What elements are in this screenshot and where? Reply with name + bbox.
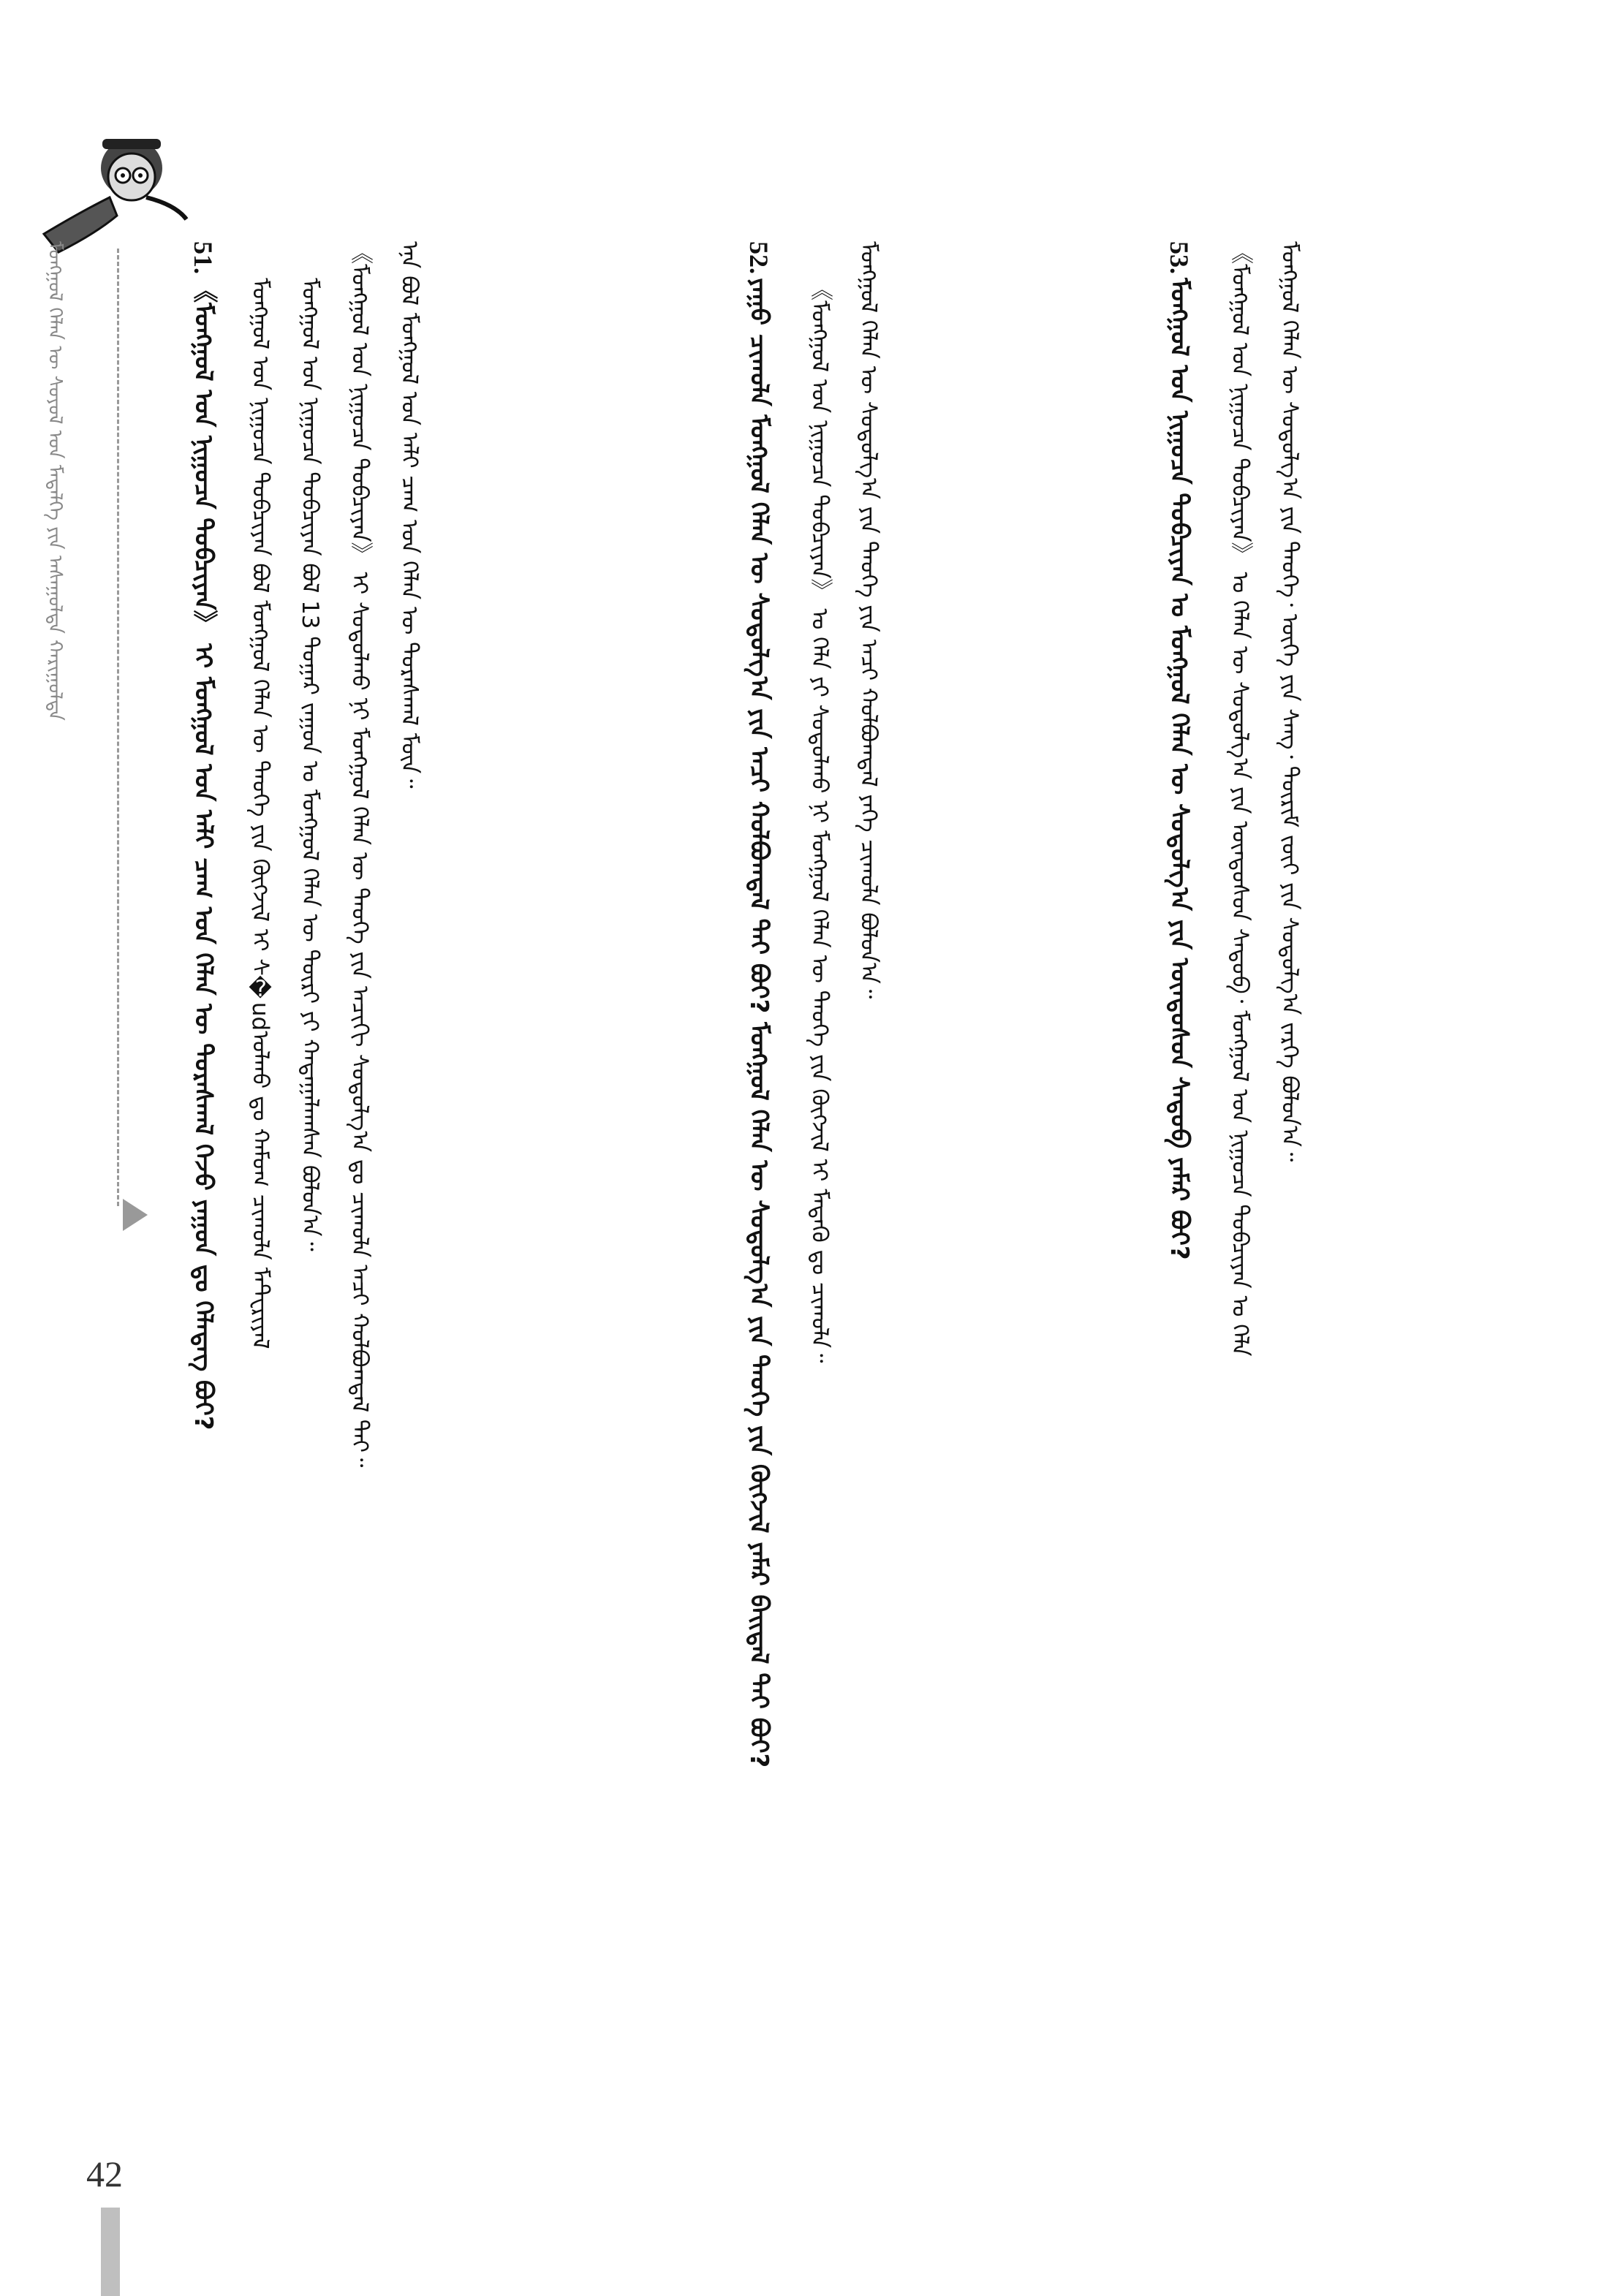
answer-53-line-1: 《ᠮᠣᠩᠭᠣᠯ ᠤᠨ ᠨᠢᠭᠤᠴᠠ ᠲᠣᠪᠴᠢᠶᠠᠨ》 ᠤ ᠬᠡᠯᠡᠨ ᠦ ᠰᠤᠳᠤᠯᠭ᠎ᠠ ᠶᠢᠨ ᠦᠨᠳᠦᠰᠦᠨ ᠰᠡᠳᠦᠪ᠂ ᠮᠣᠩᠭᠣᠯ ᠤᠨ ᠨᠢᠭᠤᠴᠠ ᠲᠣᠪᠴᠢᠶᠠᠨ ᠤ ᠬᠡᠯᠡ	[1227, 241, 1253, 1357]
triangle-marker-icon	[123, 1199, 148, 1231]
question-51	[190, 241, 216, 2171]
question-52	[746, 241, 772, 2171]
question-text: 《ᠮᠣᠩᠭᠣᠯ ᠤᠨ ᠨᠢᠭᠤᠴᠠ ᠲᠣᠪᠴᠢᠶᠠᠨ》 ᠢ ᠮᠣᠩᠭᠣᠯ ᠤᠨ ᠠᠯᠢ ᠴᠠᠭ ᠤᠨ ᠬᠡᠯᠡᠨ ᠦ ᠳᠤᠷᠠᠰᠬᠠᠯ ᠭᠡᠵᠦ ᠶᠠᠭᠤᠨ ᠳᠤ ᠬᠡᠯᠡᠳᠡᠭ ᠪᠤᠢ?	[189, 278, 218, 1431]
question-text: ᠮᠣᠩᠭᠣᠯ ᠤᠨ ᠨᠢᠭᠤᠴᠠ ᠲᠣᠪᠴᠢᠶᠠᠨ ᠤ ᠮᠣᠩᠭᠣᠯ ᠬᠡᠯᠡᠨ ᠦ ᠰᠤᠳᠤᠯᠭ᠎ᠠ ᠶᠢᠨ ᠦᠨᠳᠦᠰᠦᠨ ᠰᠡᠳᠦᠪ ᠶᠠᠮᠠᠷ ᠪᠤᠢ?	[1165, 278, 1194, 1260]
page-edge-tab	[101, 2208, 120, 2296]
answer-51-line-4: ᠡᠨᠡ ᠪᠣᠯ ᠮᠣᠩᠭᠣᠯ ᠤᠨ ᠠᠯᠢ ᠴᠠᠭ ᠤᠨ ᠬᠡᠯᠡᠨ ᠦ ᠳᠤᠷᠠᠰᠬᠠᠯ ᠮᠥᠨ᠃	[396, 241, 423, 789]
answer-52-line-2: ᠮᠣᠩᠭᠣᠯ ᠬᠡᠯᠡᠨ ᠦ ᠰᠤᠳᠤᠯᠭ᠎ᠠ ᠶᠢᠨ ᠲᠡᠦᠬᠡ ᠶᠢᠨ ᠠᠴᠢ ᠬᠣᠯᠪᠣᠭᠳᠠᠯ ᠶᠡᠬᠡ ᠴᠢᠬᠤᠯᠠ ᠪᠣᠯᠤᠨ᠎ᠠ᠃	[855, 241, 882, 999]
answer-52-line-1: 《ᠮᠣᠩᠭᠣᠯ ᠤᠨ ᠨᠢᠭᠤᠴᠠ ᠲᠣᠪᠴᠢᠶᠠᠨ》 ᠤ ᠬᠡᠯᠡ ᠶᠢ ᠰᠤᠳᠤᠯᠬᠤ ᠨᠢ ᠮᠣᠩᠭᠣᠯ ᠬᠡᠯᠡᠨ ᠦ ᠲᠡᠦᠬᠡ ᠶᠢᠨ ᠬᠦᠭᠵᠢᠯ ᠢ ᠮᠡᠳᠡᠬᠦ ᠳᠤ ᠴᠢᠬᠤᠯᠠ᠃	[806, 278, 833, 1363]
question-text: ᠶᠠᠭᠤ ᠴᠢᠬᠤᠯᠠ ᠮᠣᠩᠭᠣᠯ ᠬᠡᠯᠡᠨ ᠦ ᠰᠤᠳᠤᠯᠭ᠎ᠠ ᠶᠢᠨ ᠠᠴᠢ ᠬᠣᠯᠪᠣᠭᠳᠠᠯ ᠲᠠᠢ ᠪᠤᠢ? ᠮᠣᠩᠭᠣᠯ ᠬᠡᠯᠡᠨ ᠦ ᠰᠤᠳᠤᠯᠭ᠎ᠠ ᠶᠢᠨ ᠲᠡᠦᠬᠡ ᠶᠢᠨ ᠬᠦᠭᠵᠢᠯ ᠶᠠᠮᠠᠷ ᠪᠠᠢᠳᠠᠯ ᠲᠠᠢ ᠪᠤᠢ?	[744, 278, 773, 1768]
question-number: 53.	[1165, 241, 1194, 274]
running-head: ᠮᠣᠩᠭᠣᠯ ᠬᠡᠯᠡᠨ ᠦ ᠰᠣᠶᠣᠯ ᠤᠨ ᠮᠡᠳᠡᠯᠭᠡ ᠶᠢᠨ ᠠᠰᠠᠭᠤᠯᠲᠠ ᠬᠠᠷᠢᠭᠤᠯᠲᠠ	[44, 241, 66, 721]
question-number: 51.	[189, 241, 218, 274]
question-53	[1166, 241, 1192, 2171]
answer-51-line-3: 《ᠮᠣᠩᠭᠣᠯ ᠤᠨ ᠨᠢᠭᠤᠴᠠ ᠲᠣᠪᠴᠢᠶᠠᠨ》 ᠢ ᠰᠤᠳᠤᠯᠬᠤ ᠨᠢ ᠮᠣᠩᠭᠣᠯ ᠬᠡᠯᠡᠨ ᠦ ᠲᠡᠦᠬᠡ ᠶᠢᠨ ᠠᠴᠢᠬᠢ ᠰᠤᠳᠤᠯᠭ᠎ᠠ ᠳᠤ ᠴᠢᠬᠤᠯᠠ ᠠᠴᠢ ᠬᠣᠯᠪᠣᠭᠳᠠᠯ ᠲᠠᠢ᠃	[347, 241, 373, 1468]
answer-51-line-2: ᠮᠣᠩᠭᠣᠯ ᠤᠨ ᠨᠢᠭᠤᠴᠠ ᠲᠣᠪᠴᠢᠶᠠᠨ ᠪᠣᠯ 13 ᠳᠤᠭᠠᠷ ᠵᠠᠭᠤᠨ ᠤ ᠮᠣᠩᠭᠣᠯ ᠬᠡᠯᠡᠨ ᠦ ᠳᠦᠷᠢ ᠶᠢ ᠬᠠᠳᠠᠭᠠᠯᠠᠭᠰᠠᠨ ᠪᠣᠯᠤᠨ᠎ᠠ᠃	[297, 278, 323, 1251]
question-number: 52.	[744, 241, 773, 274]
answer-51-line-1: ᠮᠣᠩᠭᠣᠯ ᠤᠨ ᠨᠢᠭᠤᠴᠠ ᠲᠣᠪᠴᠢᠶᠠᠨ ᠪᠣᠯ ᠮᠣᠩᠭᠣᠯ ᠬᠡᠯᠡᠨ ᠦ ᠲᠡᠦᠬᠡ ᠶᠢᠨ ᠬᠦᠭᠵᠢᠯ ᠢ ᠰ�udᠤᠯᠬᠤ ᠳᠤ ᠬᠠᠮᠤᠭ ᠴᠢᠬᠤᠯᠠ ᠮᠠᠲ᠋ᠸᠷᠢᠶᠠᠯ	[247, 278, 273, 1349]
page-number: 42	[86, 2153, 123, 2194]
answer-53-line-2: ᠮᠣᠩᠭᠣᠯ ᠬᠡᠯᠡᠨ ᠦ ᠰᠤᠳᠤᠯᠭ᠎ᠠ ᠶᠢᠨ ᠲᠡᠦᠬᠡ᠂ ᠦᠭᠡ ᠶᠢᠨ ᠰᠠᠩ᠂ ᠳᠦᠷᠢᠮ ᠵᠦᠢ ᠶᠢᠨ ᠰᠤᠳᠤᠯᠭ᠎ᠠ ᠵᠡᠷᠭᠡ ᠪᠣᠯᠤᠨ᠎ᠠ᠃	[1276, 241, 1303, 1162]
header-divider	[117, 249, 119, 1206]
